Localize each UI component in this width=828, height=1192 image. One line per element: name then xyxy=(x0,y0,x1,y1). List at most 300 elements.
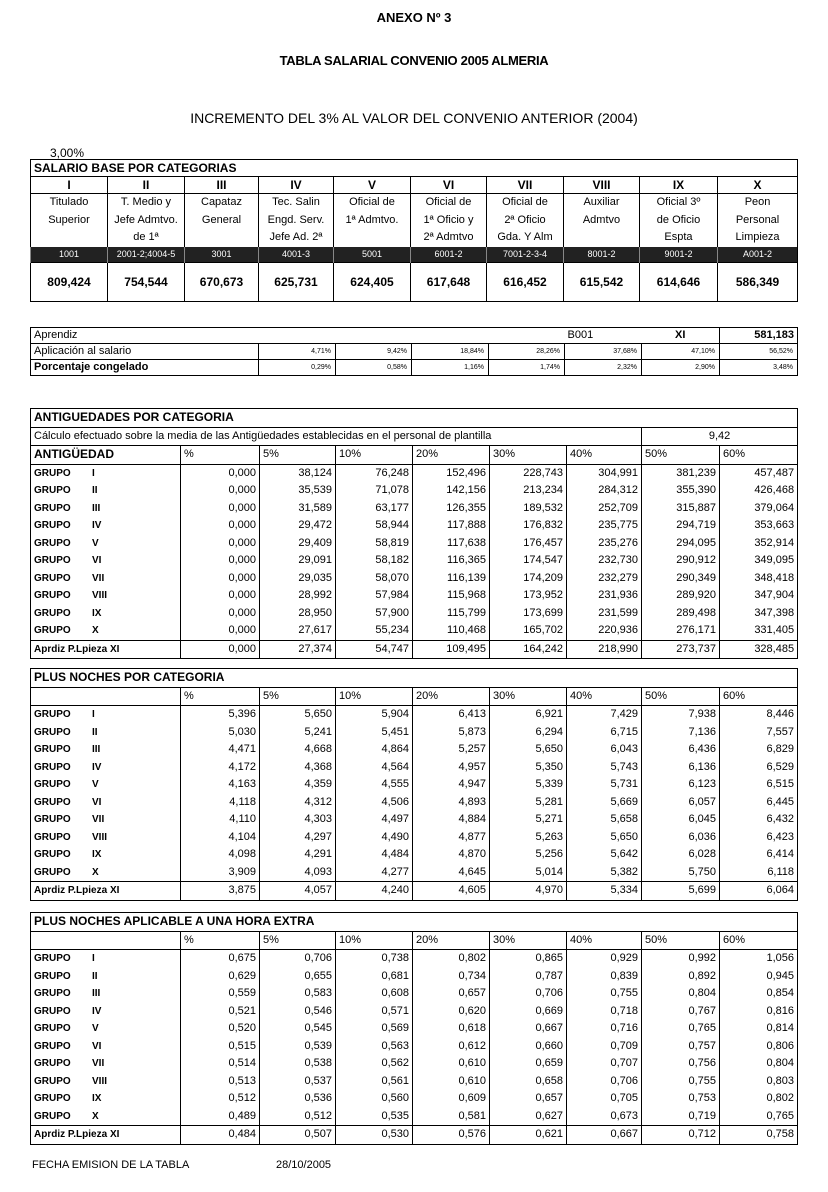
table-cell: 28,992 xyxy=(260,587,336,605)
table-cell: 328,485 xyxy=(720,640,798,659)
group-label: GRUPO xyxy=(34,970,71,982)
codes-cell: A001-2 xyxy=(718,247,798,263)
table-cell: 4,240 xyxy=(336,882,413,901)
codes-cell: 1001 xyxy=(31,247,108,263)
group-number: IV xyxy=(92,520,102,531)
table-row xyxy=(31,535,798,553)
table-cell: 0,865 xyxy=(490,950,567,968)
table-cell: 6,423 xyxy=(720,829,798,847)
values-cell: 614,646 xyxy=(640,262,718,301)
table-cell: 110,468 xyxy=(413,622,490,640)
table-cell: 116,139 xyxy=(413,570,490,588)
table-cell: 273,737 xyxy=(642,640,720,659)
table-cell: 0,560 xyxy=(336,1090,413,1108)
values-cell: 670,673 xyxy=(185,262,259,301)
table-cell: 0,787 xyxy=(490,968,567,986)
group-number: I xyxy=(92,709,95,720)
table-cell: 0,706 xyxy=(490,985,567,1003)
table-cell: 7,136 xyxy=(642,724,720,742)
table-cell: 0,000 xyxy=(181,570,260,588)
table-cell: 0,804 xyxy=(720,1055,798,1073)
group-label: GRUPO xyxy=(34,1058,71,1069)
table-cell: 0,520 xyxy=(181,1020,260,1038)
table-cell: 0,583 xyxy=(260,985,336,1003)
table-cell: 0,545 xyxy=(260,1020,336,1038)
table-cell: 379,064 xyxy=(720,500,798,518)
table-row xyxy=(31,864,798,882)
table-cell: 5,382 xyxy=(567,864,642,882)
table-row xyxy=(31,741,798,759)
table-cell: 352,914 xyxy=(720,535,798,553)
row-label xyxy=(31,829,181,847)
table-cell: 6,043 xyxy=(567,741,642,759)
table-row xyxy=(31,794,798,812)
table-cell: 5,339 xyxy=(490,776,567,794)
desc1-cell: Peon xyxy=(718,194,798,212)
table-row xyxy=(31,985,798,1003)
table-cell: 0,712 xyxy=(642,1126,720,1145)
table-cell: 28,950 xyxy=(260,605,336,623)
group-number: IX xyxy=(92,1093,102,1104)
column-label-empty xyxy=(31,931,181,950)
aplic-cell: 9,42% xyxy=(336,344,412,360)
table-cell: 58,944 xyxy=(336,517,413,535)
table-cell: 35,539 xyxy=(260,482,336,500)
table-cell: 0,559 xyxy=(181,985,260,1003)
desc2-cell: Engd. Serv. xyxy=(259,212,334,230)
footer-label: FECHA EMISION DE LA TABLA xyxy=(32,1159,190,1171)
codes-cell: 5001 xyxy=(334,247,411,263)
table-cell: 5,014 xyxy=(490,864,567,882)
column-header-row xyxy=(31,687,798,706)
table-cell: 294,719 xyxy=(642,517,720,535)
table-row xyxy=(31,1126,798,1145)
group-label: GRUPO xyxy=(34,485,71,496)
desc1-cell: Titulado xyxy=(31,194,108,212)
table-cell: 4,668 xyxy=(260,741,336,759)
aplic-cell: 18,84% xyxy=(412,344,489,360)
table-cell: 4,359 xyxy=(260,776,336,794)
codes-cell: 9001-2 xyxy=(640,247,718,263)
table-cell: 6,432 xyxy=(720,811,798,829)
table-cell: 426,468 xyxy=(720,482,798,500)
table-cell: 289,498 xyxy=(642,605,720,623)
table-cell: 0,546 xyxy=(260,1003,336,1021)
table-cell: 5,030 xyxy=(181,724,260,742)
cong-cell: 1,74% xyxy=(489,360,565,376)
column-header: 50% xyxy=(642,931,720,950)
table-cell: 3,875 xyxy=(181,882,260,901)
group-number: VII xyxy=(92,1058,105,1069)
table-cell: 0,536 xyxy=(260,1090,336,1108)
congelado-row xyxy=(31,360,798,376)
group-label: GRUPO xyxy=(34,744,71,755)
column-header: 30% xyxy=(490,931,567,950)
desc3-cell xyxy=(185,229,259,247)
aprendiz-roman: XI xyxy=(642,328,720,344)
group-label: GRUPO xyxy=(34,607,71,619)
table-cell: 6,136 xyxy=(642,759,720,777)
table-cell: 57,984 xyxy=(336,587,413,605)
table-cell: 0,513 xyxy=(181,1073,260,1091)
column-header: 10% xyxy=(336,931,413,950)
table-row xyxy=(31,1108,798,1126)
antiguedades-header: ANTIGUEDADES POR CATEGORIA xyxy=(31,409,798,428)
table-cell: 0,537 xyxy=(260,1073,336,1091)
table-cell: 31,589 xyxy=(260,500,336,518)
group-label: GRUPO xyxy=(34,814,71,825)
group-number: VII xyxy=(92,814,105,825)
table-cell: 6,294 xyxy=(490,724,567,742)
cong-cell: 0,29% xyxy=(259,360,336,376)
roman-row xyxy=(31,177,798,194)
table-row xyxy=(31,1090,798,1108)
row-label xyxy=(31,882,181,901)
row-label xyxy=(31,1038,181,1056)
table-cell: 218,990 xyxy=(567,640,642,659)
table-cell: 0,538 xyxy=(260,1055,336,1073)
column-label-empty xyxy=(31,687,181,706)
table-cell: 0,609 xyxy=(413,1090,490,1108)
table-cell: 0,535 xyxy=(336,1108,413,1126)
table-cell: 0,806 xyxy=(720,1038,798,1056)
values-cell: 624,405 xyxy=(334,262,411,301)
table-cell: 3,909 xyxy=(181,864,260,882)
table-cell: 5,350 xyxy=(490,759,567,777)
plus-noches-table xyxy=(30,668,798,901)
table-row xyxy=(31,640,798,659)
table-cell: 0,734 xyxy=(413,968,490,986)
table-cell: 5,263 xyxy=(490,829,567,847)
table-cell: 71,078 xyxy=(336,482,413,500)
table-cell: 174,547 xyxy=(490,552,567,570)
desc2-row xyxy=(31,212,798,230)
row-label xyxy=(31,968,181,986)
desc2-cell: 2ª Oficio xyxy=(487,212,564,230)
group-number: II xyxy=(92,726,98,738)
codes-cell: 6001-2 xyxy=(411,247,487,263)
table-cell: 0,581 xyxy=(413,1108,490,1126)
table-cell: 0,659 xyxy=(490,1055,567,1073)
roman-cell: IV xyxy=(259,177,334,194)
group-number: X xyxy=(92,1110,99,1122)
table-cell: 6,829 xyxy=(720,741,798,759)
table-cell: 4,110 xyxy=(181,811,260,829)
salario-base-table xyxy=(30,159,798,302)
row-label xyxy=(31,759,181,777)
column-header: 40% xyxy=(567,446,642,465)
table-cell: 6,515 xyxy=(720,776,798,794)
table-cell: 0,673 xyxy=(567,1108,642,1126)
table-cell: 4,297 xyxy=(260,829,336,847)
table-cell: 4,605 xyxy=(413,882,490,901)
values-cell: 586,349 xyxy=(718,262,798,301)
table-cell: 0,514 xyxy=(181,1055,260,1073)
roman-cell: III xyxy=(185,177,259,194)
table-cell: 0,814 xyxy=(720,1020,798,1038)
column-header: 20% xyxy=(413,931,490,950)
table-cell: 347,904 xyxy=(720,587,798,605)
table-cell: 164,242 xyxy=(490,640,567,659)
table-cell: 0,657 xyxy=(413,985,490,1003)
table-cell: 0,655 xyxy=(260,968,336,986)
table-cell: 6,715 xyxy=(567,724,642,742)
table-cell: 173,699 xyxy=(490,605,567,623)
table-cell: 0,738 xyxy=(336,950,413,968)
desc1-cell: Oficial 3º xyxy=(640,194,718,212)
row-label xyxy=(31,706,181,724)
table-cell: 5,334 xyxy=(567,882,642,901)
table-row xyxy=(31,706,798,724)
table-cell: 5,650 xyxy=(260,706,336,724)
table-cell: 0,854 xyxy=(720,985,798,1003)
table-cell: 0,675 xyxy=(181,950,260,968)
aplicacion-row xyxy=(31,344,798,360)
column-header: 60% xyxy=(720,931,798,950)
group-label: GRUPO xyxy=(34,1040,71,1052)
table-row xyxy=(31,950,798,968)
aprendiz-code: B001 xyxy=(565,328,642,344)
row-label xyxy=(31,535,181,553)
row-label xyxy=(31,1020,181,1038)
group-number: VII xyxy=(92,572,105,584)
values-cell: 625,731 xyxy=(259,262,334,301)
group-label: GRUPO xyxy=(34,988,71,999)
table-cell: 5,256 xyxy=(490,846,567,864)
group-number: VIII xyxy=(92,831,108,843)
table-cell: 0,945 xyxy=(720,968,798,986)
group-label: GRUPO xyxy=(34,1110,71,1122)
table-cell: 5,642 xyxy=(567,846,642,864)
table-cell: 6,036 xyxy=(642,829,720,847)
table-cell: 232,730 xyxy=(567,552,642,570)
group-number: VI xyxy=(92,1040,102,1052)
antiguedades-table xyxy=(30,408,798,659)
aprendiz-table xyxy=(30,327,798,376)
table-cell: 290,349 xyxy=(642,570,720,588)
row-label xyxy=(31,794,181,812)
group-number: IV xyxy=(92,761,102,773)
annex-title: ANEXO Nº 3 xyxy=(376,10,452,25)
table-cell: 7,429 xyxy=(567,706,642,724)
table-cell: 0,802 xyxy=(720,1090,798,1108)
table-cell: 4,490 xyxy=(336,829,413,847)
row-label xyxy=(31,464,181,482)
table-cell: 0,803 xyxy=(720,1073,798,1091)
codes-cell: 8001-2 xyxy=(564,247,640,263)
table-cell: 29,091 xyxy=(260,552,336,570)
table-cell: 457,487 xyxy=(720,464,798,482)
codes-cell: 4001-3 xyxy=(259,247,334,263)
roman-cell: X xyxy=(718,177,798,194)
table-cell: 0,612 xyxy=(413,1038,490,1056)
table-cell: 353,663 xyxy=(720,517,798,535)
table-cell: 5,873 xyxy=(413,724,490,742)
table-row xyxy=(31,1038,798,1056)
table-cell: 0,816 xyxy=(720,1003,798,1021)
table-cell: 4,555 xyxy=(336,776,413,794)
table-cell: 6,045 xyxy=(642,811,720,829)
group-number: III xyxy=(92,988,101,999)
table-cell: 0,562 xyxy=(336,1055,413,1073)
table-row xyxy=(31,1055,798,1073)
group-number: VI xyxy=(92,796,102,808)
group-label: GRUPO xyxy=(34,761,71,773)
table-row xyxy=(31,846,798,864)
table-cell: 4,957 xyxy=(413,759,490,777)
table-row xyxy=(31,759,798,777)
table-cell: 165,702 xyxy=(490,622,567,640)
table-cell: 0,489 xyxy=(181,1108,260,1126)
group-number: X xyxy=(92,866,99,878)
calc-value: 9,42 xyxy=(642,427,798,446)
table-cell: 4,277 xyxy=(336,864,413,882)
table-cell: 4,947 xyxy=(413,776,490,794)
cong-cell: 2,32% xyxy=(565,360,642,376)
table-row xyxy=(31,570,798,588)
column-header: % xyxy=(181,931,260,950)
aprendiz-label: Aprendiz xyxy=(31,328,565,344)
table-row xyxy=(31,776,798,794)
row-label xyxy=(31,776,181,794)
desc2-cell: Personal xyxy=(718,212,798,230)
table-cell: 4,645 xyxy=(413,864,490,882)
table-cell: 4,870 xyxy=(413,846,490,864)
table-cell: 0,512 xyxy=(260,1108,336,1126)
aplic-cell: 47,10% xyxy=(642,344,720,360)
table-cell: 0,719 xyxy=(642,1108,720,1126)
table-cell: 0,512 xyxy=(181,1090,260,1108)
column-header: 40% xyxy=(567,687,642,706)
table-cell: 0,610 xyxy=(413,1073,490,1091)
table-cell: 55,234 xyxy=(336,622,413,640)
table-row xyxy=(31,622,798,640)
group-number: I xyxy=(92,467,95,479)
table-cell: 54,747 xyxy=(336,640,413,659)
group-label: GRUPO xyxy=(34,831,71,843)
roman-cell: VII xyxy=(487,177,564,194)
group-number: II xyxy=(92,485,98,496)
row-label xyxy=(31,552,181,570)
table-cell: 0,627 xyxy=(490,1108,567,1126)
table-cell: 115,799 xyxy=(413,605,490,623)
group-label: GRUPO xyxy=(34,1093,71,1104)
row-label xyxy=(31,622,181,640)
row-label xyxy=(31,950,181,968)
table-cell: 4,118 xyxy=(181,794,260,812)
table-cell: 0,718 xyxy=(567,1003,642,1021)
desc2-cell: General xyxy=(185,212,259,230)
table-cell: 4,884 xyxy=(413,811,490,829)
table-cell: 6,414 xyxy=(720,846,798,864)
values-cell: 616,452 xyxy=(487,262,564,301)
table-cell: 349,095 xyxy=(720,552,798,570)
table-cell: 5,743 xyxy=(567,759,642,777)
table-row xyxy=(31,587,798,605)
table-cell: 27,374 xyxy=(260,640,336,659)
group-number: IX xyxy=(92,607,102,619)
table-cell: 4,484 xyxy=(336,846,413,864)
table-row xyxy=(31,1003,798,1021)
table-cell: 381,239 xyxy=(642,464,720,482)
table-cell: 6,445 xyxy=(720,794,798,812)
desc2-cell: 1ª Admtvo. xyxy=(334,212,411,230)
table-cell: 0,610 xyxy=(413,1055,490,1073)
table-cell: 5,650 xyxy=(567,829,642,847)
table-cell: 347,398 xyxy=(720,605,798,623)
row-label xyxy=(31,605,181,623)
table-cell: 126,355 xyxy=(413,500,490,518)
table-cell: 315,887 xyxy=(642,500,720,518)
roman-cell: IX xyxy=(640,177,718,194)
table-cell: 0,992 xyxy=(642,950,720,968)
table-cell: 5,281 xyxy=(490,794,567,812)
column-header: 50% xyxy=(642,687,720,706)
table-cell: 7,557 xyxy=(720,724,798,742)
row-label xyxy=(31,587,181,605)
table-cell: 6,028 xyxy=(642,846,720,864)
table-cell: 4,303 xyxy=(260,811,336,829)
table-cell: 0,756 xyxy=(642,1055,720,1073)
desc1-row xyxy=(31,194,798,212)
footer-date: 28/10/2005 xyxy=(276,1159,332,1171)
roman-cell: VI xyxy=(411,177,487,194)
table-row xyxy=(31,552,798,570)
desc3-cell: de 1ª xyxy=(108,229,185,247)
table-cell: 4,104 xyxy=(181,829,260,847)
table-cell: 117,888 xyxy=(413,517,490,535)
table-cell: 4,506 xyxy=(336,794,413,812)
table-cell: 0,716 xyxy=(567,1020,642,1038)
group-label: Aprdiz P.Lpieza XI xyxy=(34,1129,120,1140)
table-cell: 58,070 xyxy=(336,570,413,588)
table-row xyxy=(31,882,798,901)
group-number: III xyxy=(92,744,101,755)
table-cell: 0,618 xyxy=(413,1020,490,1038)
column-header: 5% xyxy=(260,931,336,950)
table-row xyxy=(31,482,798,500)
table-title: TABLA SALARIAL CONVENIO 2005 ALMERIA xyxy=(279,53,549,68)
table-cell: 0,620 xyxy=(413,1003,490,1021)
table-cell: 0,000 xyxy=(181,500,260,518)
column-header: 5% xyxy=(260,446,336,465)
roman-cell: II xyxy=(108,177,185,194)
table-cell: 0,706 xyxy=(260,950,336,968)
group-number: V xyxy=(92,537,99,549)
table-cell: 6,118 xyxy=(720,864,798,882)
table-cell: 0,660 xyxy=(490,1038,567,1056)
table-cell: 63,177 xyxy=(336,500,413,518)
group-label: GRUPO xyxy=(34,849,71,860)
table-cell: 0,000 xyxy=(181,464,260,482)
desc3-cell: Gda. Y Alm xyxy=(487,229,564,247)
table-row xyxy=(31,724,798,742)
group-label: GRUPO xyxy=(34,537,71,549)
table-row xyxy=(31,605,798,623)
desc3-cell: Limpieza xyxy=(718,229,798,247)
table-cell: 231,936 xyxy=(567,587,642,605)
table-cell: 1,056 xyxy=(720,950,798,968)
table-cell: 5,451 xyxy=(336,724,413,742)
group-number: V xyxy=(92,779,99,790)
table-cell: 0,669 xyxy=(490,1003,567,1021)
table-cell: 29,472 xyxy=(260,517,336,535)
table-cell: 0,569 xyxy=(336,1020,413,1038)
table-cell: 4,291 xyxy=(260,846,336,864)
roman-cell: VIII xyxy=(564,177,640,194)
table-cell: 5,257 xyxy=(413,741,490,759)
group-label: GRUPO xyxy=(34,502,71,514)
